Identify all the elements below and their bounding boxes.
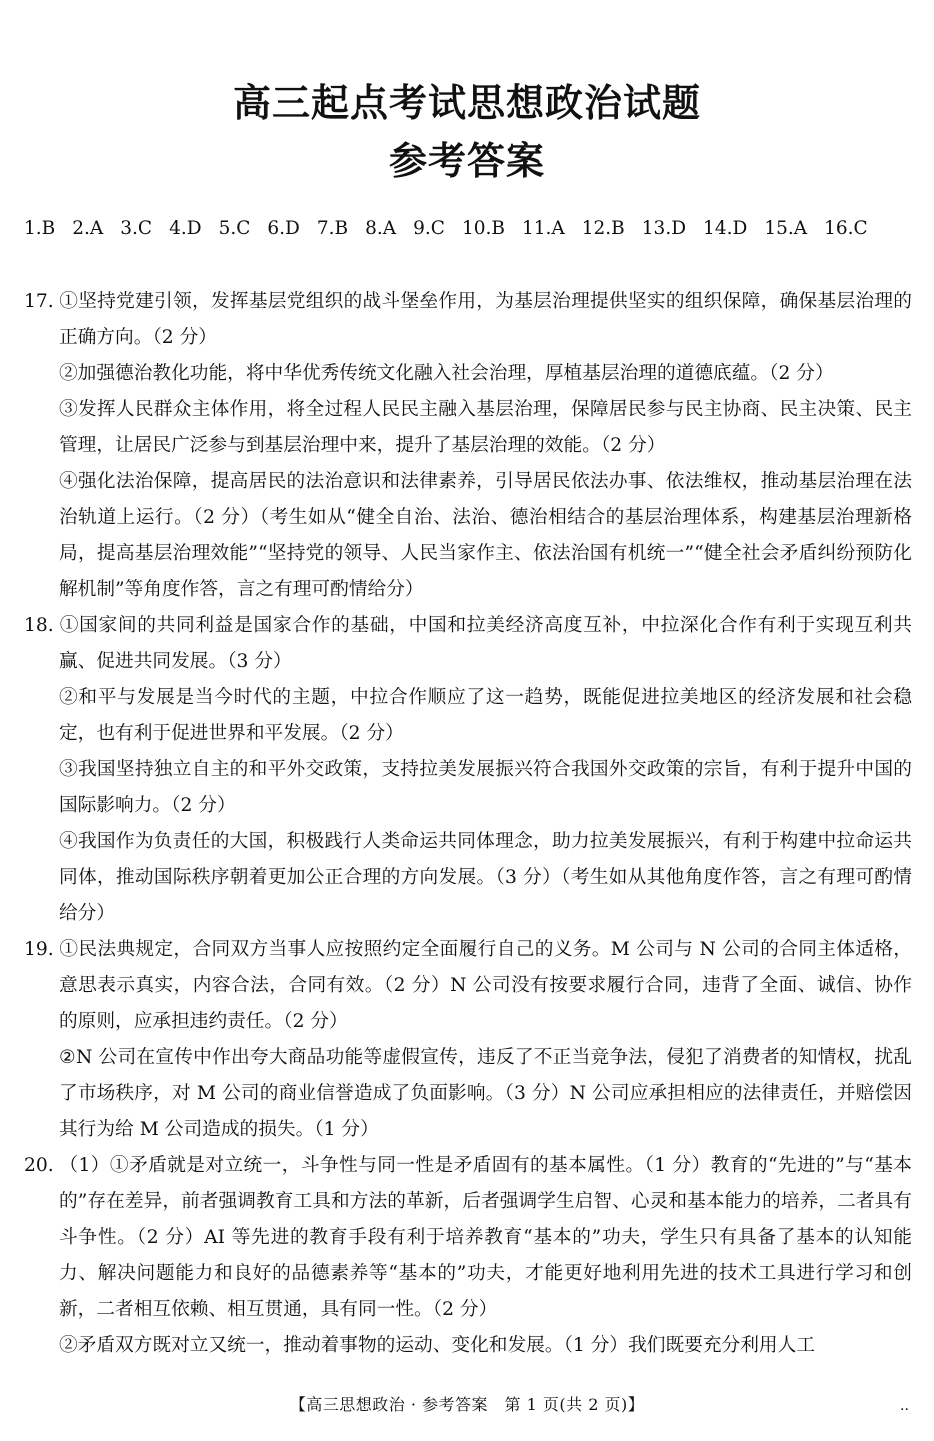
choice-answer: 2.A (72, 218, 104, 239)
question-17-point-3: ③发挥人民群众主体作用，将全过程人民民主融入基层治理，保障居民参与民主协商、民主决策、民主管理，让居民广泛参与到基层治理中来，提升了基层治理的效能。（2 分） (59, 399, 912, 456)
page-footer: 【高三思想政治 · 参考答案 第 1 页(共 2 页)】 (289, 1395, 645, 1414)
question-number: 20. (24, 1155, 54, 1176)
choice-answer: 5.C (218, 218, 251, 239)
choice-answer: 12.B (581, 218, 625, 239)
question-19-point-1 (24, 932, 912, 1040)
choice-answer: 16.C (824, 218, 868, 239)
question-17-point-4: ④强化法治保障，提高居民的法治意识和法律素养，引导居民依法办事、依法维权，推动基层治理在法治轨道上运行。（2 分）（考生如从“健全自治、法治、德治相结合的基层治理体系，构建基层治理新格局，提高基层治理效能”“坚持党的领导、人民当家作主、依法治国有机统一”“健全社会矛盾纠纷预防化解机制”等角度作答，言之有理可酌情给分） (59, 471, 912, 600)
question-18-point-2: ②和平与发展是当今时代的主题，中拉合作顺应了这一趋势，既能促进拉美地区的经济发展和社会稳定，也有利于促进世界和平发展。（2 分） (59, 687, 912, 744)
choice-answer: 9.C (413, 218, 445, 239)
question-19-point-2: ②N 公司在宣传中作出夸大商品功能等虚假宣传，违反了不正当竞争法，侵犯了消费者的知情权，扰乱了市场秩序，对 M 公司的商业信誉造成了负面影响。（3 分）N 公司应承担相应的法律责任，并赔偿因其行为给 M 公司造成的损失。（1 分） (59, 1047, 912, 1140)
question-number: 19. (24, 939, 54, 960)
choice-answer: 10.B (461, 218, 505, 239)
choice-answer: 15.A (764, 218, 808, 239)
question-18-point-1 (24, 608, 912, 680)
point-text: ①国家间的共同利益是国家合作的基础，中国和拉美经济高度互补，中拉深化合作有利于实现互利共赢、促进共同发展。（3 分） (59, 615, 912, 672)
question-number: 17. (24, 291, 54, 312)
question-number: 18. (24, 615, 54, 636)
page-subtitle: 参考答案 (388, 139, 545, 183)
question-18-point-4: ④我国作为负责任的大国，积极践行人类命运共同体理念，助力拉美发展振兴，有利于构建中拉命运共同体，推动国际秩序朝着更加公正合理的方向发展。（3 分）（考生如从其他角度作答，言之有理可酌情给分） (59, 831, 912, 924)
corner-mark: ·· (900, 1402, 909, 1418)
choice-answer: 3.C (120, 218, 153, 239)
point-text: （1）①矛盾就是对立统一，斗争性与同一性是矛盾固有的基本属性。（1 分）教育的“先进的”与“基本的”存在差异，前者强调教育工具和方法的革新，后者强调学生启智、心灵和基本能力的培养，二者具有斗争性。（2 分）AI 等先进的教育手段有利于培养教育“基本的”功夫，学生只有具备了基本的认知能力、解决问题能力和良好的品德素养等“基本的”功夫，才能更好地利用先进的技术工具进行学习和创新，二者相互依赖、相互贯通，具有同一性。（2 分） (59, 1155, 912, 1320)
question-17-point-2: ②加强德治教化功能，将中华优秀传统文化融入社会治理，厚植基层治理的道德底蕴。（2 分） (59, 363, 834, 384)
choice-answer: 7.B (316, 218, 349, 239)
question-18-point-3: ③我国坚持独立自主的和平外交政策，支持拉美发展振兴符合我国外交政策的宗旨，有利于提升中国的国际影响力。（2 分） (59, 759, 912, 816)
choice-answer: 13.D (641, 218, 687, 239)
question-17-point-1 (24, 284, 912, 356)
choice-answer: 8.A (365, 218, 397, 239)
choice-answer: 1.B (24, 218, 56, 239)
choice-answer: 6.D (267, 218, 300, 239)
page-title: 高三起点考试思想政治试题 (232, 81, 701, 125)
choice-answer: 14.D (703, 218, 748, 239)
question-20-point-2: ②矛盾双方既对立又统一，推动着事物的运动、变化和发展。（1 分）我们既要充分利用人工 (59, 1335, 815, 1356)
choice-answers (24, 212, 914, 246)
point-text: ①坚持党建引领，发挥基层党组织的战斗堡垒作用，为基层治理提供坚实的组织保障，确保基层治理的正确方向。（2 分） (59, 291, 912, 348)
point-text: ①民法典规定，合同双方当事人应按照约定全面履行自己的义务。M 公司与 N 公司的合同主体适格，意思表示真实，内容合法，合同有效。（2 分）N 公司没有按要求履行合同，违背了全面、诚信、协作的原则，应承担违约责任。（2 分） (59, 939, 912, 1032)
choice-answer: 4.D (169, 218, 202, 239)
answer-body (24, 284, 912, 1364)
question-20-point-1 (24, 1148, 912, 1328)
choice-answer: 11.A (521, 218, 565, 239)
